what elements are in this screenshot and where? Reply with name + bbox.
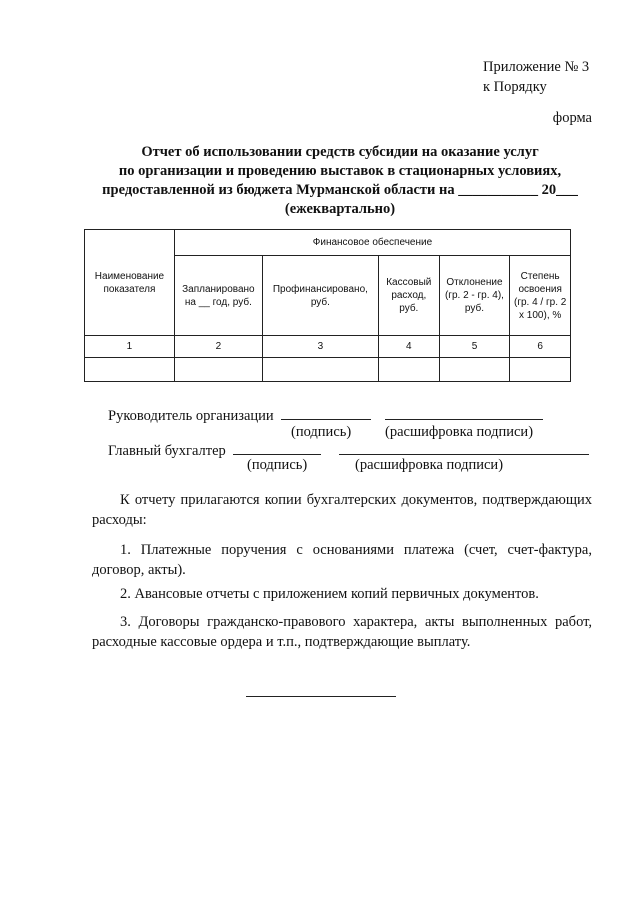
director-signature-line bbox=[108, 405, 543, 425]
empty-cell bbox=[379, 358, 440, 382]
title-line-1: Отчет об использовании средств субсидии на оказание услуг bbox=[141, 144, 539, 160]
appendix-header bbox=[483, 57, 589, 97]
director-signature-blank bbox=[281, 405, 371, 420]
form-label: форма bbox=[552, 110, 592, 126]
document-title bbox=[60, 143, 620, 219]
attachment-item-3: 3. Договоры гражданско-правового характера, акты выполненных работ, расходные кассовые ордера и т.п., подтверждающие выплату. bbox=[92, 614, 592, 650]
empty-cell bbox=[85, 358, 175, 382]
accountant-signature-blank bbox=[233, 440, 321, 455]
col-number-5: 5 bbox=[439, 336, 510, 358]
empty-cell bbox=[510, 358, 571, 382]
col-number-3: 3 bbox=[262, 336, 378, 358]
empty-cell bbox=[439, 358, 510, 382]
header-col-deviation: Отклонение (гр. 2 - гр. 4), руб. bbox=[439, 256, 510, 336]
col-number-2: 2 bbox=[174, 336, 262, 358]
title-line-4: (ежеквартально) bbox=[284, 201, 396, 217]
accountant-decode-blank bbox=[339, 440, 589, 455]
appendix-number: Приложение № 3 bbox=[483, 59, 590, 75]
col-number-6: 6 bbox=[510, 336, 571, 358]
appendix-reference: к Порядку bbox=[483, 79, 547, 95]
table-row-empty bbox=[85, 358, 571, 382]
report-table bbox=[84, 229, 571, 382]
empty-cell bbox=[174, 358, 262, 382]
header-indicator-name: Наименование показателя bbox=[85, 230, 175, 336]
col-number-4: 4 bbox=[379, 336, 440, 358]
title-line-3: предоставленной из бюджета Мурманской области на ___________ 20___ bbox=[102, 182, 578, 198]
col-number-1: 1 bbox=[85, 336, 175, 358]
attachment-item-2: 2. Авансовые отчеты с приложением копий первичных документов. bbox=[120, 586, 539, 602]
header-col-planned: Запланировано на __ год, руб. bbox=[174, 256, 262, 336]
director-signature-hint: (подпись) bbox=[291, 424, 352, 440]
table-row-numbers bbox=[85, 336, 571, 358]
empty-cell bbox=[262, 358, 378, 382]
attachment-item-1: 1. Платежные поручения с основаниями платежа (счет, счет-фактура, договор, акты). bbox=[92, 542, 592, 578]
accountant-decode-hint: (расшифровка подписи) bbox=[355, 457, 504, 473]
director-decode-blank bbox=[385, 405, 543, 420]
attachments-intro: К отчету прилагаются копии бухгалтерских документов, подтверждающих расходы: bbox=[92, 492, 592, 528]
title-line-2: по организации и проведению выставок в стационарных условиях, bbox=[118, 163, 562, 179]
header-col-cash-expense: Кассовый расход, руб. bbox=[379, 256, 440, 336]
director-label: Руководитель организации bbox=[108, 408, 274, 424]
accountant-signature-line bbox=[108, 440, 589, 460]
header-col-financed: Профинансировано, руб. bbox=[262, 256, 378, 336]
accountant-label: Главный бухгалтер bbox=[108, 443, 226, 459]
header-col-utilization: Степень освоения (гр. 4 / гр. 2 х 100), % bbox=[510, 256, 571, 336]
accountant-signature-hint: (подпись) bbox=[247, 457, 308, 473]
closing-rule bbox=[246, 696, 396, 697]
header-financing: Финансовое обеспечение bbox=[174, 230, 570, 256]
director-decode-hint: (расшифровка подписи) bbox=[385, 424, 534, 440]
